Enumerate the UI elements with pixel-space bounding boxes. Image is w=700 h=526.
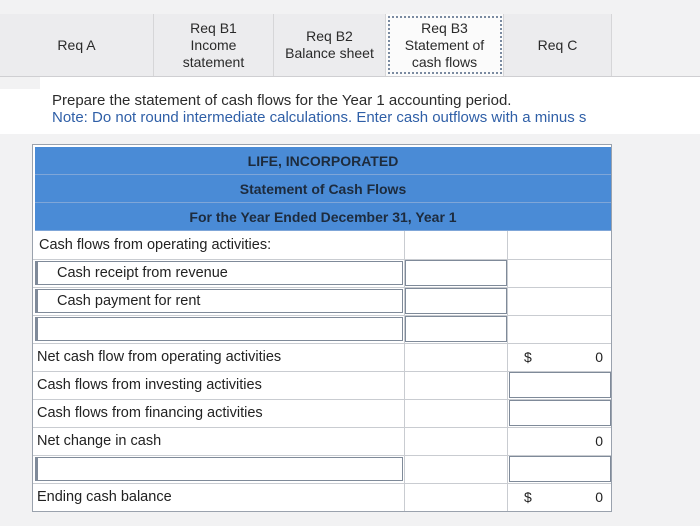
tab-label [405,20,484,71]
total-cell [508,427,611,455]
statement-title: Statement of Cash Flows [35,175,611,203]
amount-input[interactable] [509,372,611,398]
table-row [33,427,611,456]
tab-req-b1[interactable] [154,14,274,76]
empty-cell [405,343,508,371]
tab-label: Req C [537,36,578,53]
table-row [33,455,611,484]
row-label: Cash flows from operating activities: [33,231,405,259]
instruction-note: Note: Do not round intermediate calculations. Enter cash outflows with a minus s [52,109,587,126]
row-label: Cash flows from investing activities [33,371,405,399]
amount-cell [405,287,508,315]
label-input[interactable] [35,457,403,481]
currency-symbol: $ [524,349,532,365]
total-cell [508,483,611,511]
tab-req-c[interactable] [504,14,612,76]
amount-input[interactable] [509,400,611,426]
empty-cell [508,287,611,315]
table-row [33,399,611,428]
amount-cell [405,259,508,287]
tab-label-line: Statement of [404,36,485,53]
tab-label-line: statement [182,53,245,70]
tab-req-b2[interactable] [274,14,386,76]
tab-label-line: Req B1 [190,19,237,36]
empty-cell [508,231,611,259]
currency-symbol: $ [524,489,532,505]
total-value: 0 [595,433,603,449]
empty-cell [405,455,508,483]
row-label: Cash receipt from revenue [57,265,228,281]
total-value: 0 [595,349,603,365]
empty-cell [508,259,611,287]
amount-input[interactable] [509,456,611,482]
tab-label [285,28,374,62]
row-label: Cash flows from financing activities [33,399,405,427]
row-label-field[interactable] [33,455,405,483]
tab-label-line: cash flows [411,53,478,70]
empty-cell [405,427,508,455]
amount-input[interactable] [405,288,507,314]
row-label-field[interactable] [33,259,405,287]
total-value: 0 [595,489,603,505]
tab-label-line: Balance sheet [285,45,374,61]
tab-req-a[interactable] [0,14,154,76]
table-row [33,315,611,344]
tab-req-b3[interactable] [386,14,504,76]
tab-gap [40,77,700,89]
row-label: Cash payment for rent [57,293,201,309]
row-label: Net change in cash [33,427,405,455]
row-label-field[interactable] [33,287,405,315]
statement-period: For the Year Ended December 31, Year 1 [35,203,611,231]
table-row [33,343,611,372]
cash-flow-statement [32,144,612,512]
table-row [33,231,611,260]
requirement-tabs [0,14,700,78]
tab-label [183,20,244,71]
tab-label-line: Req B3 [421,19,468,36]
row-label: Ending cash balance [33,483,405,511]
empty-cell [508,315,611,343]
empty-cell [405,483,508,511]
tab-label-line: Income [190,36,237,53]
company-name: LIFE, INCORPORATED [35,147,611,175]
table-row [33,483,611,511]
instructions-panel [0,89,700,134]
amount-cell [508,371,611,399]
table-row [33,259,611,288]
table-row [33,287,611,316]
row-label: Net cash flow from operating activities [33,343,405,371]
amount-input[interactable] [405,260,507,286]
tab-label: Req A [57,36,96,53]
empty-cell [405,371,508,399]
instruction-text: Prepare the statement of cash flows for the Year 1 accounting period. [52,92,512,109]
label-input[interactable] [35,317,403,341]
amount-cell [508,455,611,483]
empty-cell [405,231,508,259]
amount-cell [508,399,611,427]
amount-input[interactable] [405,316,507,342]
tab-label-line: Req B2 [306,28,353,44]
total-cell [508,343,611,371]
table-row [33,371,611,400]
row-label-field[interactable] [33,315,405,343]
empty-cell [405,399,508,427]
amount-cell [405,315,508,343]
